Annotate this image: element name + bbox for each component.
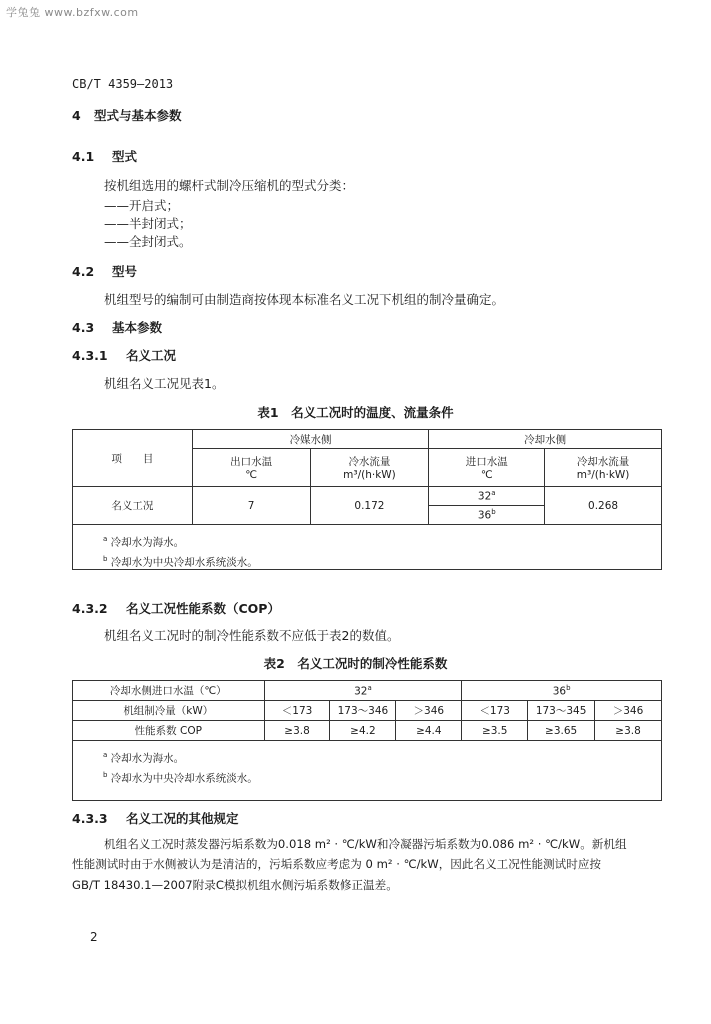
watermark: 学兔兔 www.bzfxw.com xyxy=(6,6,139,19)
list-item: ——开启式； xyxy=(104,198,180,213)
table-1-caption: 表1 名义工况时的温度、流量条件 xyxy=(257,405,454,420)
table-1 xyxy=(72,429,662,570)
section-number: 4.1 xyxy=(72,149,95,164)
table-2 xyxy=(72,680,662,801)
note-a: $^a$ 冷却水为海水。 xyxy=(103,535,185,549)
cooling-side-header: 冷却水侧 xyxy=(429,430,662,449)
section-title: 名义工况 xyxy=(126,348,177,363)
section-number: 4 xyxy=(72,108,81,123)
inlet-temp-b: 36$^b$ xyxy=(429,506,545,525)
group-a-header: 32$^a$ xyxy=(264,681,462,701)
standard-code: CB/T 4359—2013 xyxy=(72,77,174,91)
section-title: 名义工况性能系数（COP） xyxy=(126,601,280,616)
inlet-temp-label: 冷却水侧进口水温（℃） xyxy=(73,681,265,701)
section-title: 基本参数 xyxy=(112,320,163,335)
table-2-notes xyxy=(73,741,662,801)
list-item: ——半封闭式； xyxy=(104,216,192,231)
section-title: 型式与基本参数 xyxy=(94,108,182,123)
inlet-temp-header: 进口水温 ℃ xyxy=(429,449,545,487)
table-1-notes xyxy=(73,525,662,570)
section-number: 4.3 xyxy=(72,320,95,335)
section-4-2-heading xyxy=(72,262,137,280)
section-title: 型式 xyxy=(112,149,138,164)
table-cell: ＜173 xyxy=(462,701,528,721)
table-cell: ≥4.2 xyxy=(330,721,396,741)
capacity-label: 机组制冷量（kW） xyxy=(73,701,265,721)
section-4-3-heading xyxy=(72,318,162,336)
refrig-flow-value: 0.172 xyxy=(310,487,429,525)
section-4-3-1-text: 机组名义工况见表1。 xyxy=(104,376,225,391)
table-cell: ＞346 xyxy=(595,701,662,721)
outlet-temp-header: 出口水温 ℃ xyxy=(192,449,310,487)
section-title: 型号 xyxy=(112,264,138,279)
section-4-3-3-heading xyxy=(72,809,239,827)
section-number: 4.3.1 xyxy=(72,348,108,363)
section-4-3-3-line: 机组名义工况时蒸发器污垢系数为0.018 m² · ℃/kW和冷凝器污垢系数为0.086 m² · ℃/kW。新机组 xyxy=(104,837,627,851)
refrigerant-side-header: 冷媒水侧 xyxy=(192,430,429,449)
section-number: 4.3.3 xyxy=(72,811,108,826)
page-number: 2 xyxy=(90,930,98,944)
section-4-3-2-heading xyxy=(72,599,280,617)
table-cell: ≥4.4 xyxy=(396,721,462,741)
table-cell: 173～346 xyxy=(330,701,396,721)
section-4-3-3-line: 性能测试时由于水侧被认为是清洁的，污垢系数应考虑为 0 m² · ℃/kW，因此名义工况性能测试时应按 xyxy=(72,857,602,871)
table-cell: ≥3.65 xyxy=(528,721,595,741)
item-header: 项 目 xyxy=(73,430,193,487)
cool-flow-header: 冷却水流量 m³/(h·kW) xyxy=(545,449,662,487)
section-4-2-text: 机组型号的编制可由制造商按体现本标准名义工况下机组的制冷量确定。 xyxy=(104,292,505,307)
row-label: 名义工况 xyxy=(73,487,193,525)
table-cell: ≥3.8 xyxy=(595,721,662,741)
section-4-3-3-line: GB/T 18430.1—2007附录C模拟机组水侧污垢系数修正温差。 xyxy=(72,878,398,892)
table-cell: ＞346 xyxy=(396,701,462,721)
note-b: $^b$ 冷却水为中央冷却水系统淡水。 xyxy=(103,555,258,569)
note-a: $^a$ 冷却水为海水。 xyxy=(103,751,185,765)
table-cell: ＜173 xyxy=(264,701,330,721)
section-4-1-intro: 按机组选用的螺杆式制冷压缩机的型式分类： xyxy=(104,178,355,193)
table-2-caption: 表2 名义工况时的制冷性能系数 xyxy=(263,656,448,671)
group-b-header: 36$^b$ xyxy=(462,681,662,701)
section-number: 4.3.2 xyxy=(72,601,108,616)
section-4-3-2-text: 机组名义工况时的制冷性能系数不应低于表2的数值。 xyxy=(104,628,400,643)
outlet-temp-value: 7 xyxy=(192,487,310,525)
cool-flow-value: 0.268 xyxy=(545,487,662,525)
section-number: 4.2 xyxy=(72,264,95,279)
section-4-3-1-heading xyxy=(72,346,176,364)
section-title: 名义工况的其他规定 xyxy=(126,811,239,826)
list-item: ——全封闭式。 xyxy=(104,234,192,249)
refrig-flow-header: 冷水流量 m³/(h·kW) xyxy=(310,449,429,487)
table-cell: ≥3.5 xyxy=(462,721,528,741)
table-cell: 173～345 xyxy=(528,701,595,721)
note-b: $^b$ 冷却水为中央冷却水系统淡水。 xyxy=(103,771,258,785)
cop-label: 性能系数 COP xyxy=(73,721,265,741)
inlet-temp-a: 32$^a$ xyxy=(429,487,545,506)
section-4-1-heading xyxy=(72,147,137,165)
table-cell: ≥3.8 xyxy=(264,721,330,741)
section-4-heading xyxy=(72,106,182,124)
